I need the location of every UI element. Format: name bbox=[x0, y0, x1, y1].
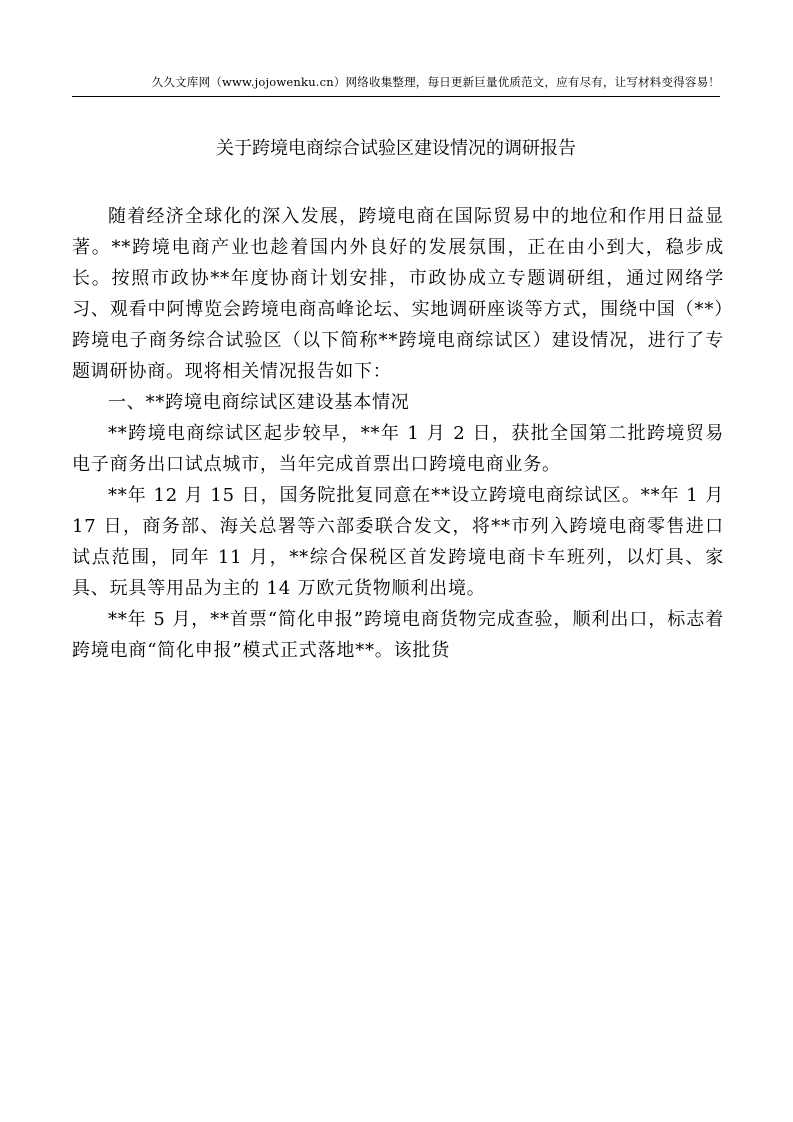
page-header: 久久文库网（www.jojowenku.cn）网络收集整理，每日更新巨量优质范文，应有尽有，让写材料变得容易！ bbox=[151, 75, 720, 89]
document-body bbox=[72, 201, 724, 666]
document-title: 关于跨境电商综合试验区建设情况的调研报告 bbox=[216, 138, 576, 159]
paragraph-intro: 随着经济全球化的深入发展，跨境电商在国际贸易中的地位和作用日益显著。**跨境电商产业也趁着国内外良好的发展氛围，正在由小到大，稳步成长。按照市政协**年度协商计划安排，市政协成立专题调研组，通过网络学习、观看中阿博览会跨境电商高峰论坛、实地调研座谈等方式，围绕中国（**）跨境电子商务综合试验区（以下简称**跨境电商综试区）建设情况，进行了专题调研协商。现将相关情况报告如下： bbox=[72, 206, 724, 382]
paragraph: **年 12 月 15 日，国务院批复同意在**设立跨境电商综试区。**年 1 月 17 日，商务部、海关总署等六部委联合发文，将**市列入跨境电商零售进口试点范围，同年 11 月，**综合保税区首发跨境电商卡车班列，以灯具、家具、玩具等用品为主的 14 万欧元货物顺利出境。 bbox=[72, 485, 724, 599]
paragraph: **年 5 月，**首票“简化申报”跨境电商货物完成查验，顺利出口，标志着跨境电商“简化申报”模式正式落地**。该批货 bbox=[72, 609, 724, 661]
section-heading: 一、**跨境电商综试区建设基本情况 bbox=[108, 392, 410, 413]
header-divider bbox=[72, 96, 720, 97]
paragraph: **跨境电商综试区起步较早，**年 1 月 2 日，获批全国第二批跨境贸易电子商务出口试点城市，当年完成首票出口跨境电商业务。 bbox=[72, 423, 724, 475]
